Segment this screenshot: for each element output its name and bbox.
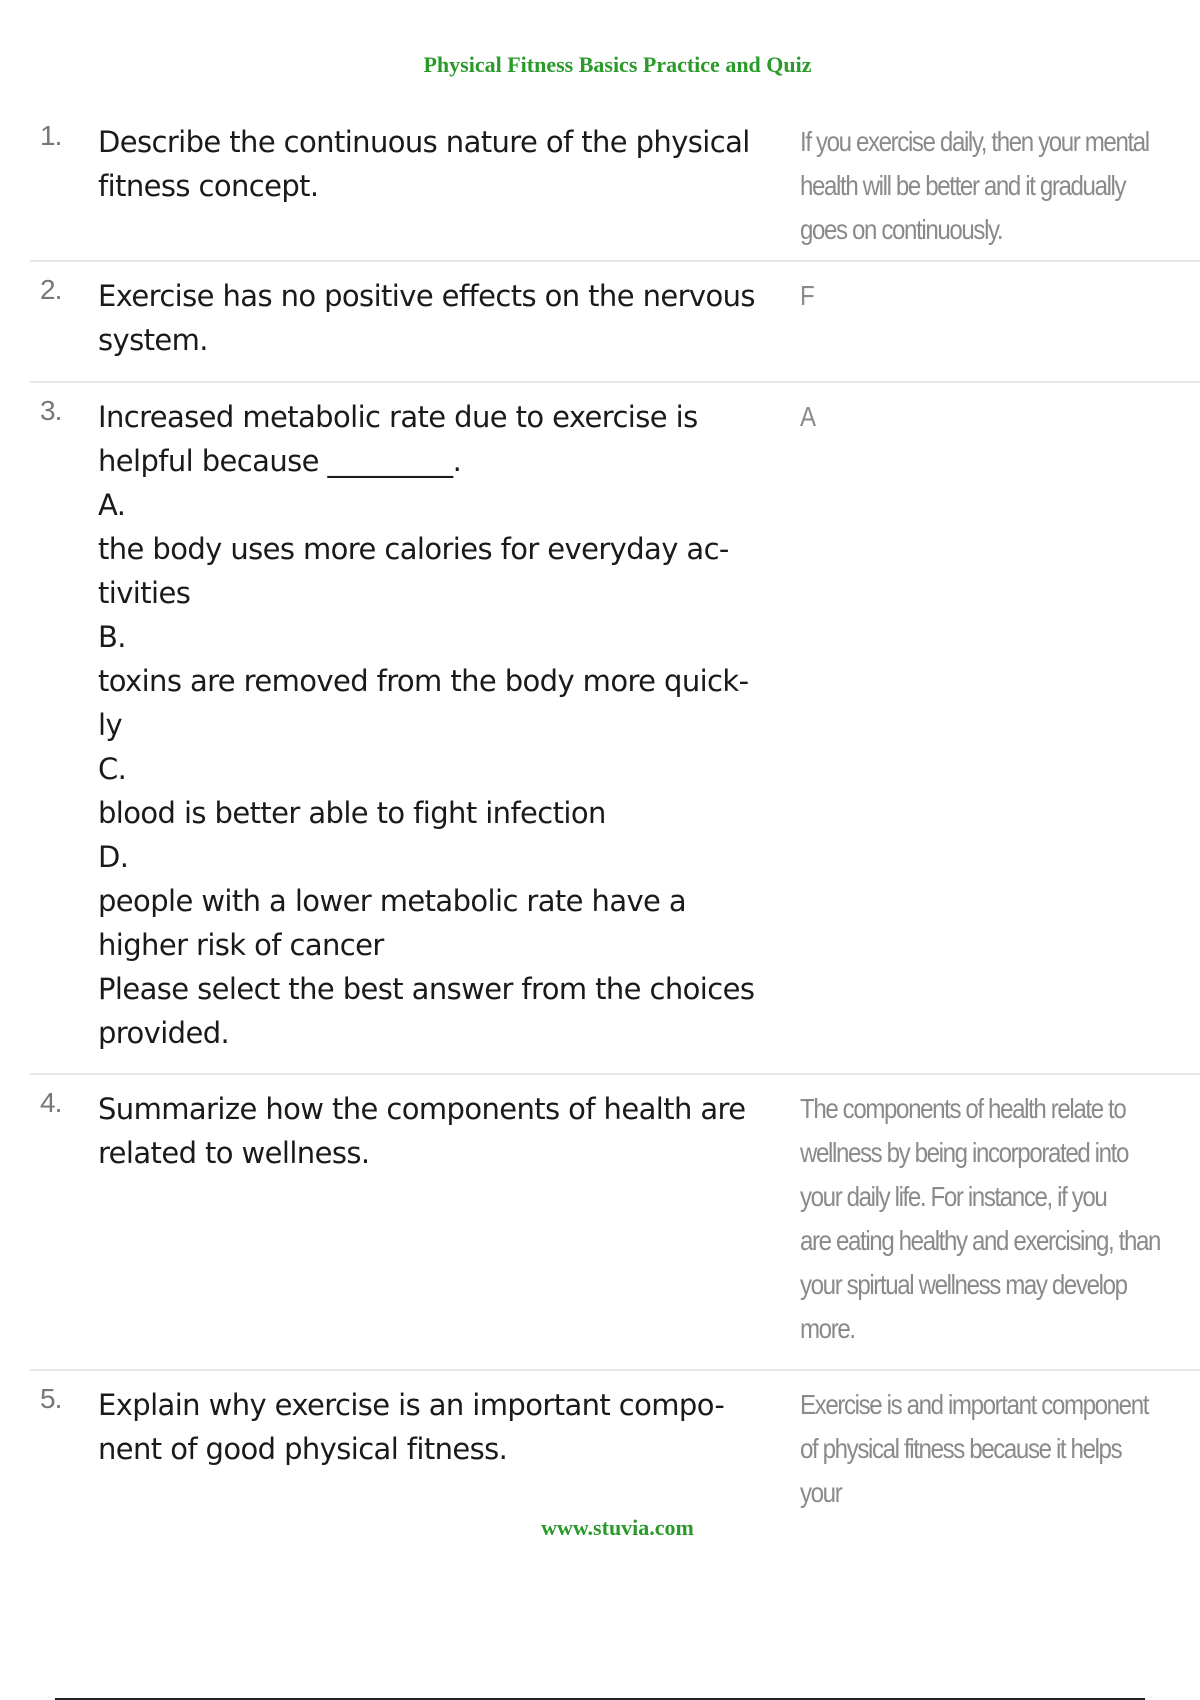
question-line: Explain why exercise is an important compo-	[98, 1388, 725, 1422]
answer-line: Exercise is and important component	[800, 1389, 1149, 1420]
qa-row	[30, 262, 1200, 383]
question-line: Describe the continuous nature of the physical	[98, 125, 750, 159]
answer-line: more.	[800, 1313, 855, 1344]
answer-cell	[800, 120, 1200, 260]
answer-text	[800, 120, 1161, 252]
choice-label: D.	[98, 840, 129, 874]
item-number: 1.	[40, 120, 62, 151]
answer-cell	[800, 1383, 1200, 1508]
choice-text: people with a lower metabolic rate have a	[98, 884, 687, 918]
question-text	[98, 1383, 800, 1481]
answer-cell	[800, 1087, 1200, 1369]
answer-text	[800, 274, 1161, 318]
question-line: helpful because _________.	[98, 444, 462, 478]
answer-line: The components of health relate to	[800, 1093, 1126, 1124]
answer-line: goes on continuously.	[800, 214, 1003, 245]
choice-label: B.	[98, 620, 126, 654]
question-text	[98, 274, 800, 381]
item-number: 4.	[40, 1087, 62, 1118]
qa-row	[30, 1371, 1200, 1508]
qa-list	[30, 112, 1200, 1508]
item-number: 2.	[40, 274, 62, 305]
choice-label: A.	[98, 488, 126, 522]
answer-line: wellness by being incorporated into	[800, 1137, 1128, 1168]
qa-row	[30, 1075, 1200, 1371]
answer-line: A	[800, 401, 815, 432]
question-line: Exercise has no positive effects on the nervous	[98, 279, 755, 313]
choice-text: the body uses more calories for everyday ac-	[98, 532, 729, 566]
question-line: fitness concept.	[98, 169, 319, 203]
answer-line: are eating healthy and exercising, than	[800, 1225, 1160, 1256]
question-line: nent of good physical fitness.	[98, 1432, 508, 1466]
question-line: Increased metabolic rate due to exercise is	[98, 400, 698, 434]
item-number: 3.	[40, 395, 62, 426]
answer-line: of physical fitness because it helps your	[800, 1433, 1122, 1508]
answer-cell	[800, 274, 1200, 381]
footer-website-link[interactable]: www.stuvia.com	[541, 1515, 694, 1540]
answer-line: If you exercise daily, then your mental	[800, 126, 1149, 157]
answer-text	[800, 395, 1161, 439]
answer-line: your daily life. For instance, if you	[800, 1181, 1107, 1212]
question-text	[98, 1087, 800, 1369]
question-line: related to wellness.	[98, 1136, 370, 1170]
answer-line: health will be better and it gradually	[800, 170, 1126, 201]
question-text	[98, 120, 800, 260]
qa-row	[30, 383, 1200, 1075]
choice-text: toxins are removed from the body more quick-	[98, 664, 749, 698]
choice-text: ly	[98, 708, 123, 742]
question-line: system.	[98, 323, 208, 357]
qa-row	[30, 112, 1200, 262]
choice-text: blood is better able to fight infection	[98, 796, 606, 830]
answer-text	[800, 1383, 1161, 1515]
question-line: Summarize how the components of health are	[98, 1092, 746, 1126]
question-line: Please select the best answer from the choices	[98, 972, 755, 1006]
choice-text: higher risk of cancer	[98, 928, 384, 962]
answer-cell	[800, 395, 1200, 1073]
item-number: 5.	[40, 1383, 62, 1414]
answer-text	[800, 1087, 1161, 1351]
question-text	[98, 395, 800, 1073]
answer-line: F	[800, 280, 814, 311]
document-title: Physical Fitness Basics Practice and Quiz	[423, 52, 812, 77]
choice-label: C.	[98, 752, 127, 786]
answer-line: your spirtual wellness may develop	[800, 1269, 1127, 1300]
choice-text: tivities	[98, 576, 191, 610]
question-line: provided.	[98, 1016, 230, 1050]
